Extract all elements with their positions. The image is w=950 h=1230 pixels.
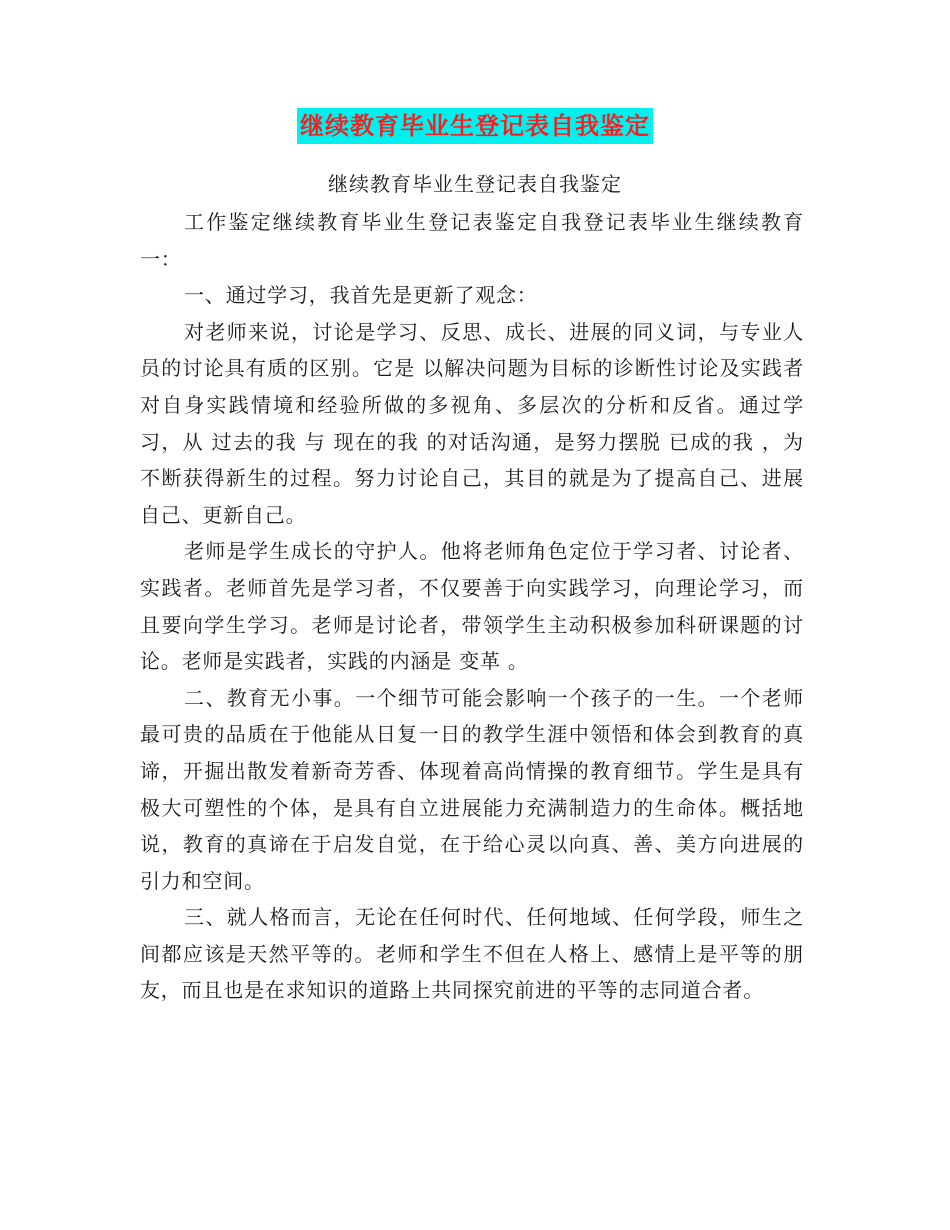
document-title: 继续教育毕业生登记表自我鉴定 bbox=[297, 108, 653, 144]
paragraph-section-one-heading: 一、通过学习，我首先是更新了观念： bbox=[184, 283, 538, 308]
paragraph-section-two: 二、教育无小事。一个细节可能会影响一个孩子的一生。一个老师最可贵的品质在于他能从日复一日的教学生涯中领悟和体会到教育的真谛，开掘出散发着新奇芳香、体现着高尚情操的教育细节。学生是具有极大可塑性的个体，是具有自立进展能力充满制造力的生命体。概括地说，教育的真谛在于启发自觉，在于给心灵以向真、善、美方向进展的引力和空间。 bbox=[140, 685, 804, 893]
paragraph-intro: 工作鉴定继续教育毕业生登记表鉴定自我登记表毕业生继续教育一： bbox=[140, 210, 804, 271]
document-subtitle: 继续教育毕业生登记表自我鉴定 bbox=[328, 172, 622, 196]
document-body bbox=[140, 204, 804, 1009]
title-container bbox=[0, 108, 950, 144]
paragraph-teacher-role: 老师是学生成长的守护人。他将老师角色定位于学习者、讨论者、实践者。老师首先是学习者，不仅要善于向实践学习，向理论学习，而且要向学生学习。老师是讨论者，带领学生主动积极参加科研课题的讨论。老师是实践者，实践的内涵是 变革 。 bbox=[140, 539, 804, 674]
paragraph-discussion: 对老师来说，讨论是学习、反思、成长、进展的同义词，与专业人员的讨论具有质的区别。它是 以解决问题为目标的诊断性讨论及实践者对自身实践情境和经验所做的多视角、多层次的分析和反省。通过学习，从 过去的我 与 现在的我 的对话沟通，是努力摆脱 已成的我 ，为不断获得新生的过程。努力讨论自己，其目的就是为了提高自己、进展自己、更新自己。 bbox=[140, 319, 804, 527]
paragraph-section-three: 三、就人格而言，无论在任何时代、任何地域、任何学段，师生之间都应该是天然平等的。老师和学生不但在人格上、感情上是平等的朋友，而且也是在求知识的道路上共同探究前进的平等的志同道合者。 bbox=[140, 905, 804, 1003]
